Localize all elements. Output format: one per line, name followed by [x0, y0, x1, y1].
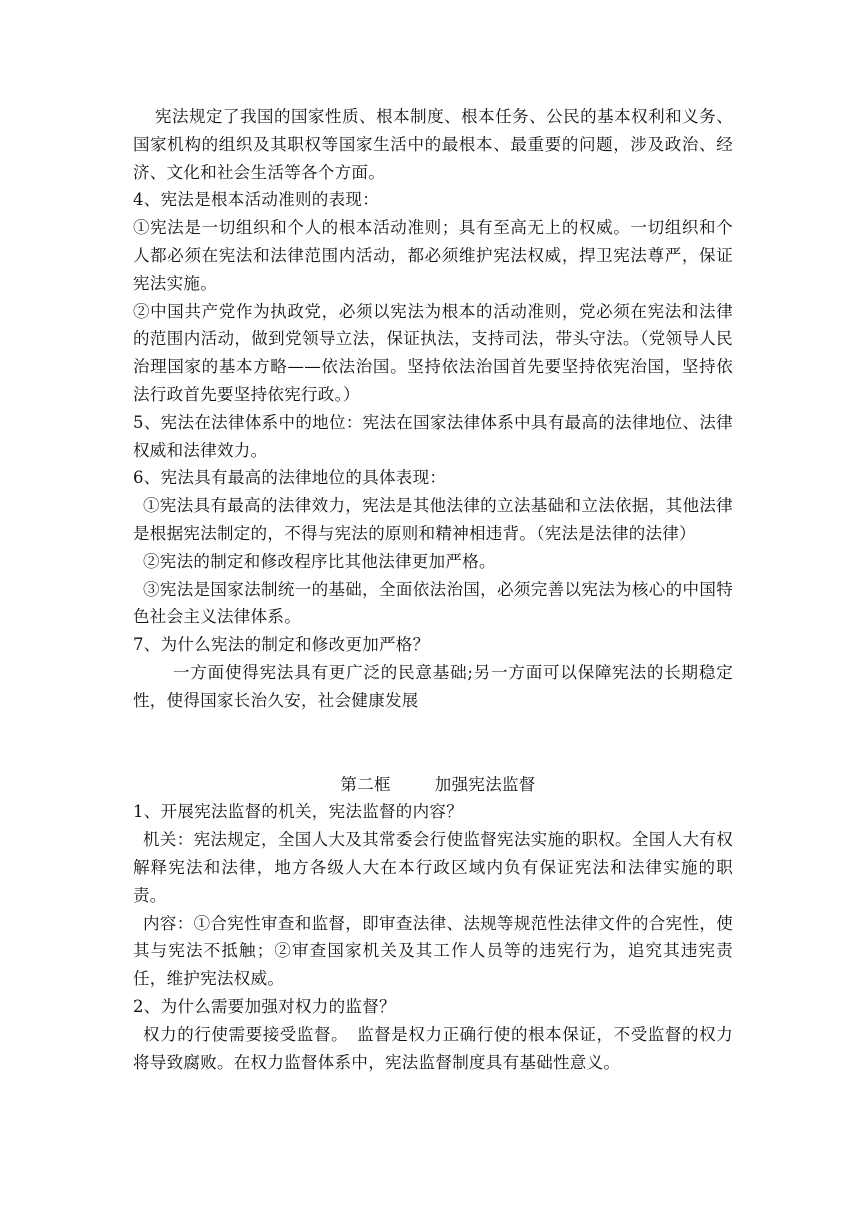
heading-point-4: 4、宪法是根本活动准则的表现：	[133, 190, 379, 210]
paragraph-point-6-item-1: ①宪法具有最高的法律效力，宪法是其他法律的立法基础和立法依据，其他法律是根据宪法制定的，不得与宪法的原则和精神相违背。（宪法是法律的法律）	[133, 496, 733, 543]
paragraph-supervision-organs: 机关：宪法规定，全国人大及其常委会行使监督宪法实施的职权。全国人大有权解释宪法和法律，地方各级人大在本行政区域内负有保证宪法和法律实施的职责。	[133, 830, 733, 905]
paragraph-point-6-item-3: ③宪法是国家法制统一的基础，全面依法治国，必须完善以宪法为核心的中国特色社会主义法律体系。	[133, 579, 733, 627]
document-body	[133, 103, 733, 1076]
heading-supervision-2: 2、为什么需要加强对权力的监督？	[133, 996, 396, 1016]
section-spacer	[133, 715, 733, 771]
heading-point-5: 5、宪法在法律体系中的地位：宪法在国家法律体系中具有最高的法律地位、法律权威和法律效力。	[133, 412, 733, 460]
heading-point-7: 7、为什么宪法的制定和修改更加严格？	[133, 635, 430, 655]
paragraph-point-4-item-1: ①宪法是一切组织和个人的根本活动准则；具有至高无上的权威。一切组织和个人都必须在宪法和法律范围内活动，都必须维护宪法权威，捍卫宪法尊严，保证宪法实施。	[133, 218, 733, 293]
section-label: 第二框	[340, 774, 391, 794]
paragraph-point-6-item-2: ②宪法的制定和修改程序比其他法律更加严格。	[143, 551, 496, 571]
section-title	[133, 771, 733, 799]
heading-point-6: 6、宪法具有最高的法律地位的具体表现：	[133, 468, 447, 488]
paragraph-supervision-content: 内容：①合宪性审查和监督，即审查法律、法规等规范性法律文件的合宪性，使其与宪法不抵触；②审查国家机关及其工作人员等的违宪行为，追究其违宪责任，维护宪法权威。	[133, 913, 733, 989]
paragraph-constitution-content: 宪法规定了我国的国家性质、根本制度、根本任务、公民的基本权利和义务、国家机构的组织及其职权等国家生活中的最根本、最重要的问题，涉及政治、经济、文化和社会生活等各个方面。	[133, 107, 733, 182]
heading-supervision-1: 1、开展宪法监督的机关，宪法监督的内容？	[133, 802, 463, 822]
paragraph-point-4-item-2: ②中国共产党作为执政党，必须以宪法为根本的活动准则，党必须在宪法和法律的范围内活动，做到党领导立法，保证执法，支持司法，带头守法。（党领导人民治理国家的基本方略——依法治国。坚持依法治国首先要坚持依宪治国，坚持依法行政首先要坚持依宪行政。）	[133, 301, 733, 404]
paragraph-point-7-answer: 一方面使得宪法具有更广泛的民意基础;另一方面可以保障宪法的长期稳定性，使得国家长治久安，社会健康发展	[133, 662, 733, 710]
paragraph-power-supervision: 权力的行使需要接受监督。 监督是权力正确行使的根本保证，不受监督的权力将导致腐败。在权力监督体系中，宪法监督制度具有基础性意义。	[133, 1024, 733, 1072]
section-name: 加强宪法监督	[434, 774, 536, 794]
